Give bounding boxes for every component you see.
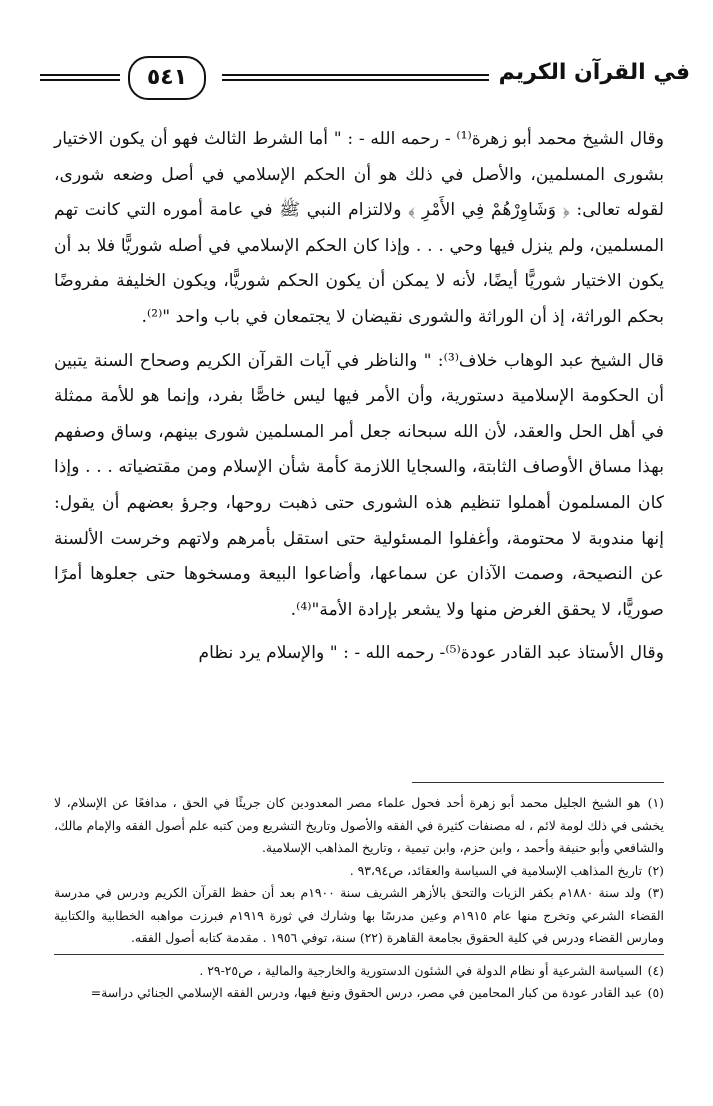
paragraph-awda: وقال الأستاذ عبد القادر عودة⁽⁵⁾- رحمه الله - : " والإسلام يرد نظام [198, 643, 664, 664]
footnote-number: (٤) [647, 962, 664, 978]
footnote-number: (١) [647, 795, 664, 810]
main-text [54, 122, 664, 672]
header-rule-left [40, 74, 120, 81]
paragraph-abu-zahra: وقال الشيخ محمد أبو زهرة⁽¹⁾ - رحمه الله - : " أما الشرط الثالث فهو أن يكون الاختيار بشورى المسلمين، والأصل في ذلك هو أن الحكم الإسلامي في أصل وضعه شورى، لقوله تعالى: ﴿ وَشَاوِرْهُمْ فِي الأَمْرِ ﴾ ولالتزام النبي ﷺ في عامة أموره التي كانت تهم المسلمين، ولم ينزل فيها وحي . . . وإذا كان الحكم الإسلامي في أصله شوريًّا فلا بد أن يكون الاختيار شوريًّا أيضًا، لأنه لا يمكن أن يكون الحكم شوريًّا، ويكون الخليفة مفروضًا بحكم الوراثة، إذ أن الوراثة والشورى نقيضان لا يجتمعان في باب واحد "⁽²⁾. [54, 129, 664, 327]
footnote-3 [54, 882, 664, 950]
footnote-text: عبد القادر عودة من كبار المحامين في مصر، درس الحقوق ونبغ فيها، ودرس الفقه الإسلامي الجنائي دراسة= [90, 985, 643, 1000]
footnote-number: (٥) [647, 985, 664, 1000]
footnote-2 [54, 860, 664, 883]
footnote-text: هو الشيخ الجليل محمد أبو زهرة أحد فحول علماء مصر المعدودين كان جريئًا في الحق ، مدافعًا عن الإسلام، لا يخشى في ذلك لومة لائم ، له مصنفات كثيرة في الفقه والأصول وتاريخ التشريع ومن كتبه علم أصول الفقه والإمام مالك، والشافعي وأبو حنيفة وأحمد ، وابن حزم، وابن تيمية ، وتاريخ المذاهب الإسلامية. [54, 795, 664, 855]
footnote-5 [54, 982, 664, 1005]
footnote-1 [54, 792, 664, 860]
footnotes [54, 792, 664, 1005]
footnote-divider [54, 954, 664, 955]
header-rule-middle [222, 74, 489, 81]
footnote-number: (٢) [647, 862, 664, 878]
paragraph-khallaf: قال الشيخ عبد الوهاب خلاف⁽³⁾: " والناظر في آيات القرآن الكريم وصحاح السنة يتبين أن الحكومة الإسلامية دستورية، وأن الأمر فيها ليس خاصًّا بفرد، وإنما هو للأمة ممثلة في أهل الحل والعقد، لأن الله سبحانه جعل أمر المسلمين شورى بينهم، وساق وصفهم بهذا مساق الأوصاف الثابتة، والسجايا اللازمة كأمة شأن الإسلام ومن مقتضياته . . . وإذا كان المسلمون أهملوا تنظيم هذه الشورى حتى ذهبت روحها، وجرؤ بعضهم أن يقول: إنها مندوبة لا محتومة، وأغفلوا المسئولية حتى استقل بأمرهم ولاتهم وخرست الألسنة عن النصيحة، وصمت الآذان عن سماعها، وأضاعوا البيعة ومسخوها حتى جعلوها أمرًا صوريًّا، لا يحقق الغرض منها ولا يشعر بإرادة الأمة"⁽⁴⁾. [54, 350, 664, 620]
footnote-text: السياسة الشرعية أو نظام الدولة في الشئون الدستورية والخارجية والمالية ، ص٢٥-٢٩ . [199, 962, 643, 978]
running-title: في القرآن الكريم [498, 60, 690, 85]
footnote-4 [54, 960, 664, 983]
footnote-separator-line [412, 782, 664, 783]
page-number: ٥٤١ [128, 56, 206, 100]
page-header [40, 50, 690, 106]
footnote-text: ولد سنة ١٨٨٠م بكفر الزيات والتحق بالأزهر الشريف سنة ١٩٠٠م بعد أن حفظ القرآن الكريم ودرس في مدرسة القضاء الشرعي وتخرج منها عام ١٩١٥م وعين مدرسًا بها وشارك في ثورة ١٩١٩م فبرزت مواهبه الخطابية والكتابية ومارس القضاء ودرس في كلية الحقوق بجامعة القاهرة (٢٢) سنة، توفي ١٩٥٦ . مقدمة كتابه أصول الفقه. [54, 885, 664, 945]
footnote-number: (٣) [647, 885, 664, 900]
footnote-text: تاريخ المذاهب الإسلامية في السياسة والعقائد، ص٩٣،٩٤ . [349, 862, 643, 878]
